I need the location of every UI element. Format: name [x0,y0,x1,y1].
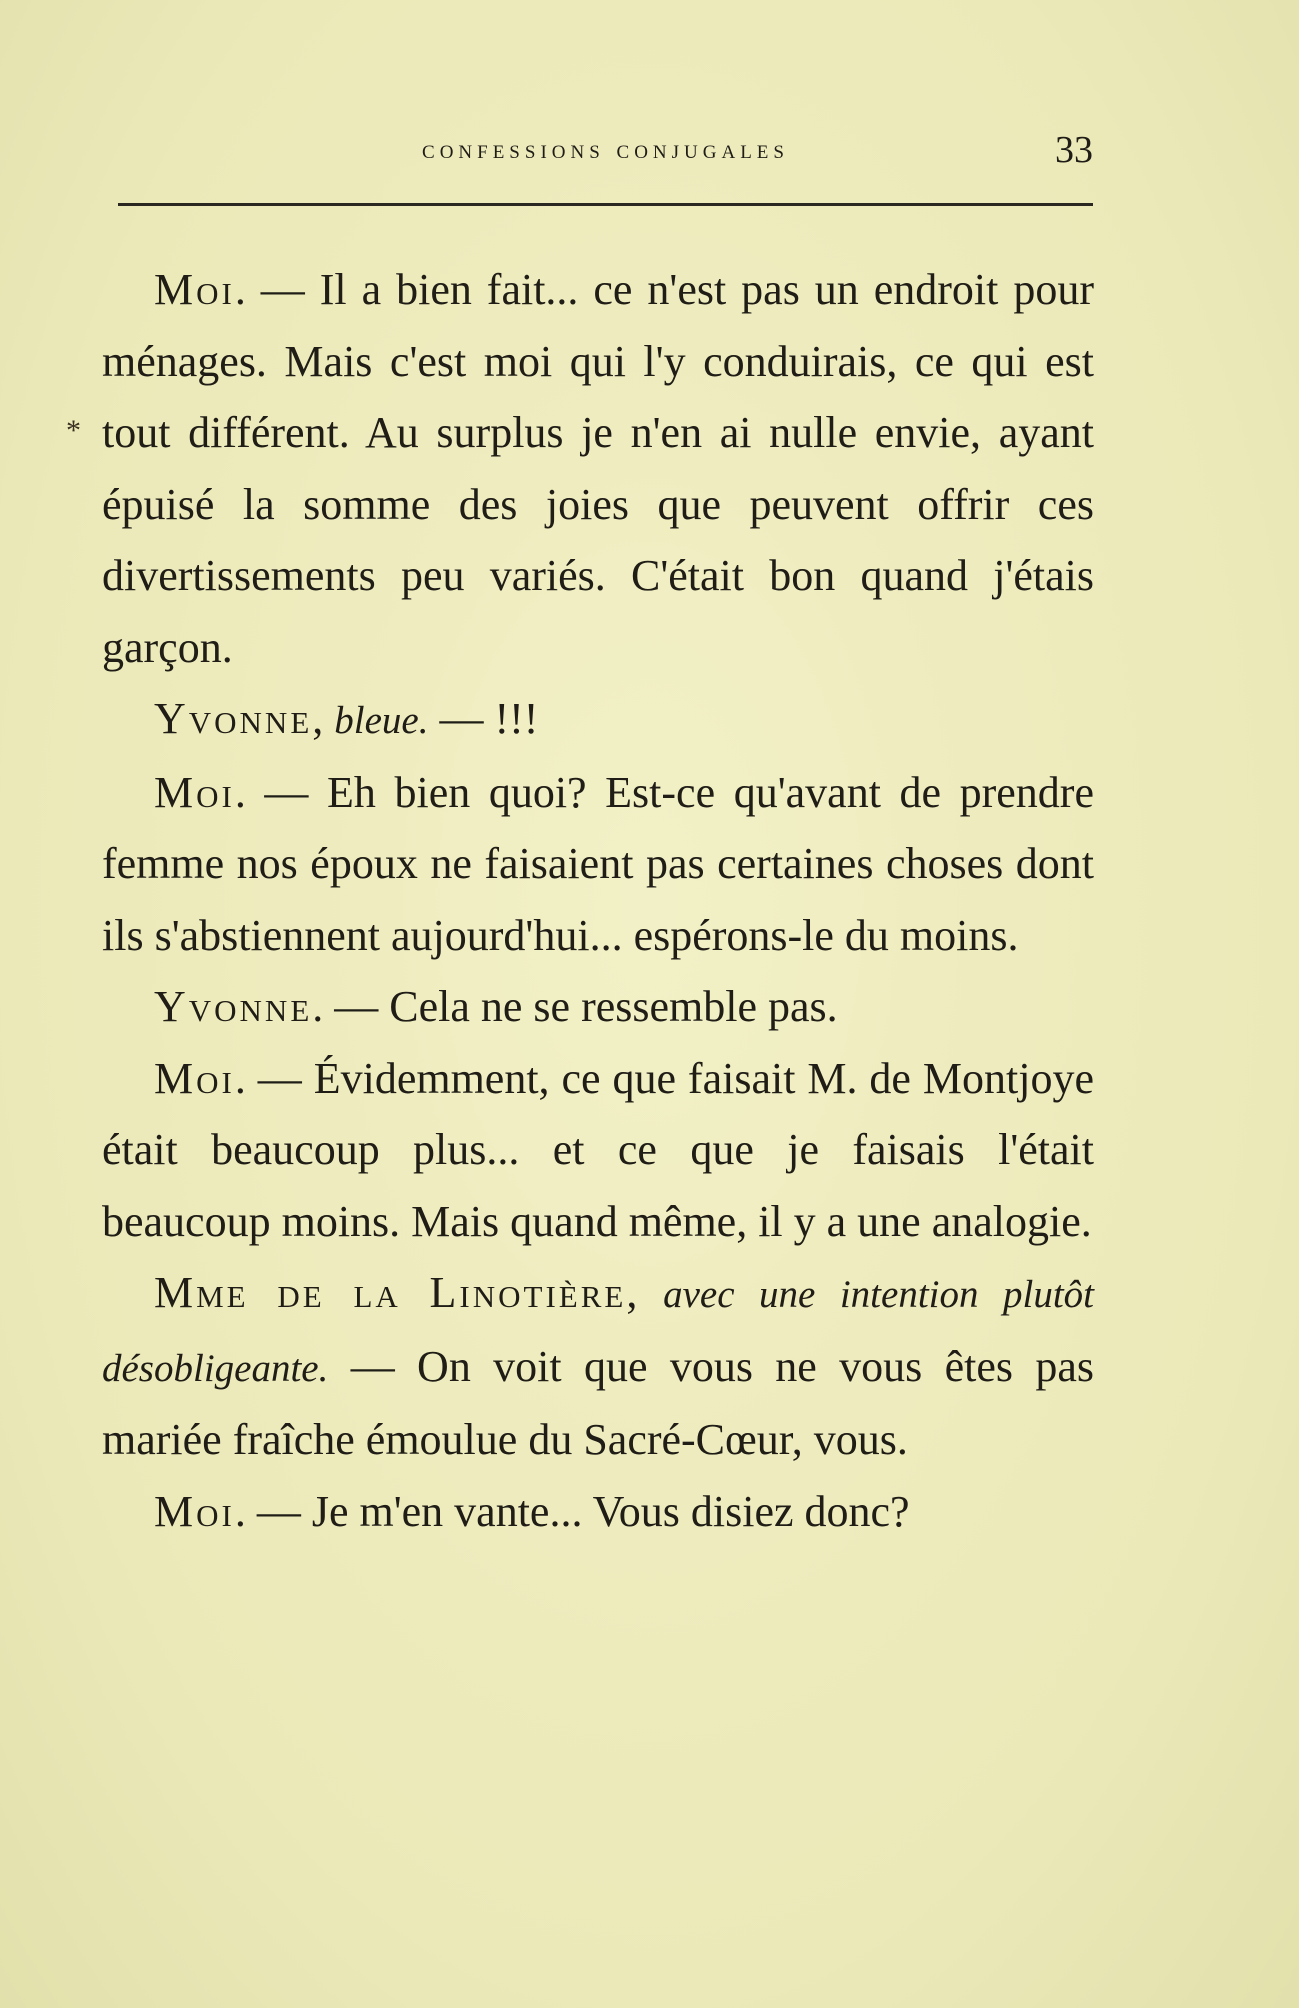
paragraph-text: . — Eh bien quoi? Est-ce qu'avant de prendre femme nos époux ne faisaient pas certaines choses dont ils s'abstiennent aujourd'hui... espérons-le du moins. [102,767,1094,960]
speaker-name: Yvonne [154,982,313,1031]
running-head [118,128,1093,178]
paragraph-5 [102,1043,1094,1258]
speaker-name: Moi [154,1486,235,1536]
paragraph-1 [102,254,1094,683]
header-rule [118,203,1093,206]
paragraph-2: Yvonne, bleue. — !!! [154,694,539,743]
paragraph-text: . — Il a bien fait... ce n'est pas un endroit pour ménages. Mais c'est moi qui l'y conduirais, ce qui est tout différent. Au surplus je n'en ai nulle envie, ayant épuisé la somme des joies que peuvent offrir ces divertissements peu variés. C'était bon quand j'étais garçon. [102,265,1094,672]
paragraph-text: . — Évidemment, ce que faisait M. de Montjoye était beaucoup plus... et ce que je faisais l'était beaucoup moins. Mais quand même, il y a une analogie. [102,1053,1094,1246]
stage-direction: avec une intention plutôt désobligeante. [102,1273,1095,1390]
body-text [102,254,1094,1547]
paragraph-text: . — Je m'en vante... Vous disiez donc? [234,1486,910,1536]
paragraph-text: . — Cela ne se ressemble pas. [312,982,838,1031]
margin-mark: * [66,414,81,447]
paragraph-text: — On voit que vous ne vous êtes pas mariée fraîche émoulue du Sacré-Cœur, vous. [102,1341,1094,1464]
page-number: 33 [1055,129,1093,171]
speaker-name: Moi [154,1053,235,1103]
paragraph-4 [102,971,1094,1043]
paragraph-6: Mme de la Linotière, avec une intention plutôt désobligeante. — On voit que vous ne vous êtes pas mariée fraîche émoulue du Sacré-Cœur, vous. [102,1268,1095,1464]
speaker-name: Yvonne [154,694,313,743]
speaker-name: Moi [154,265,235,314]
paragraph-text: — !!! [428,694,539,743]
running-title: confessions conjugales [422,134,789,164]
speaker-name: Moi [154,767,235,817]
stage-direction: bleue. [334,699,429,742]
paragraph-7 [102,1476,1094,1548]
paragraph-3 [102,757,1094,972]
speaker-name: Mme de la Linotière [154,1268,627,1317]
